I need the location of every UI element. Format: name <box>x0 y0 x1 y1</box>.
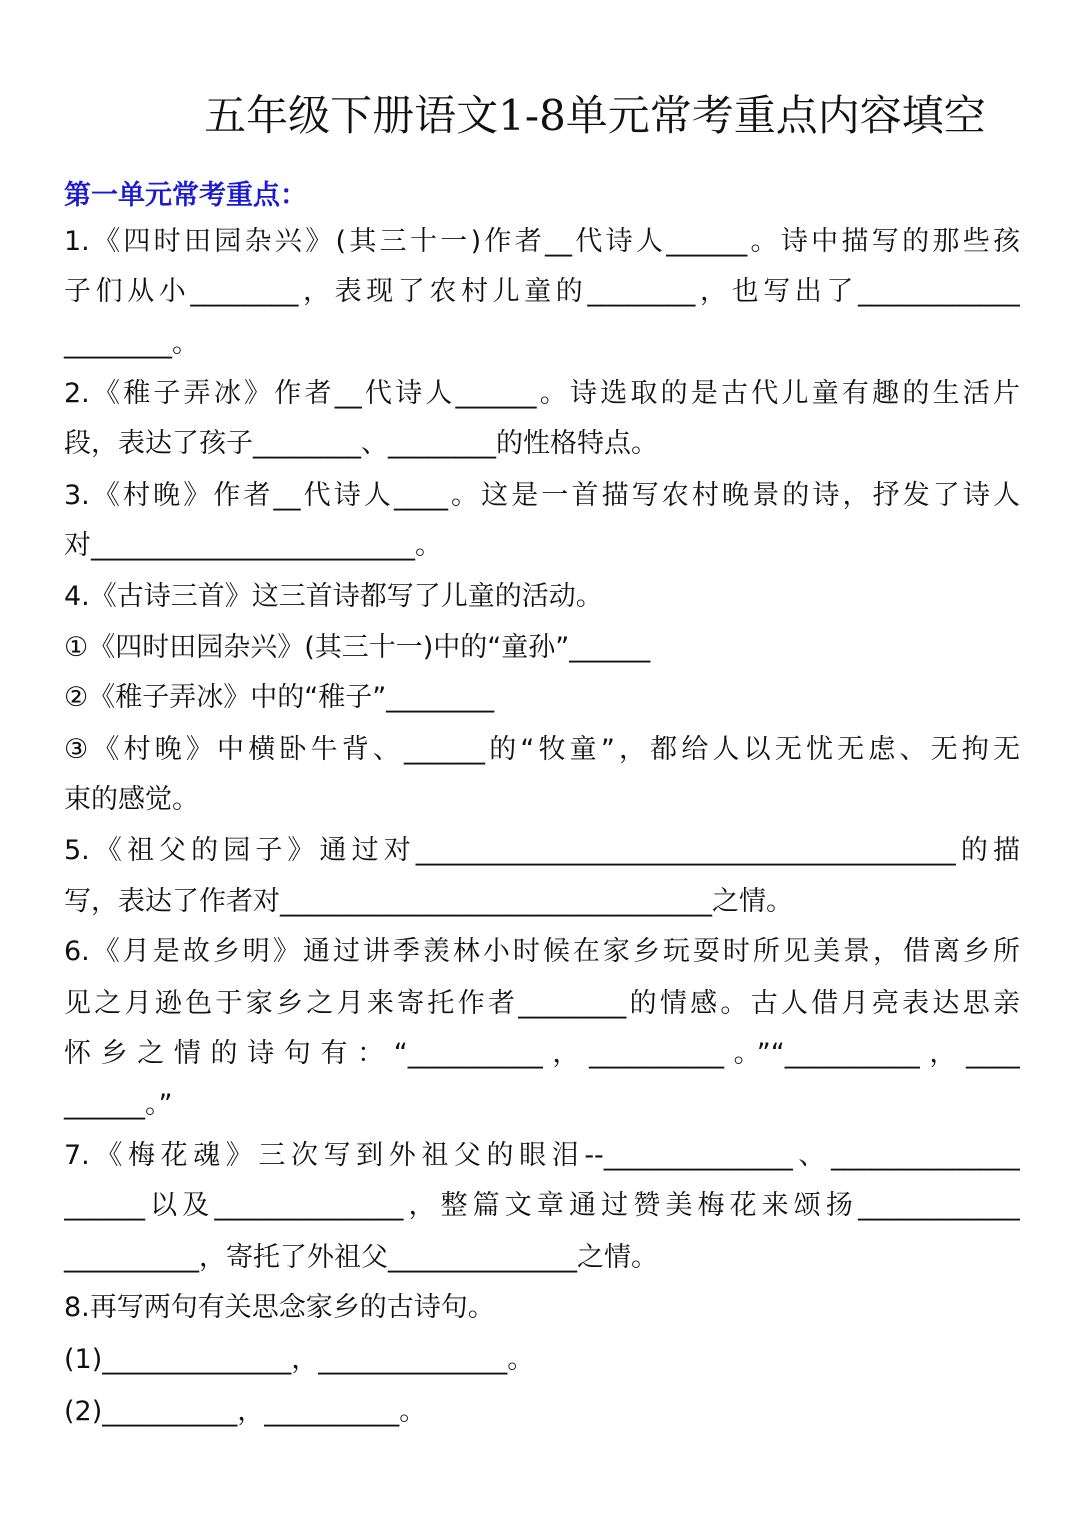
text-line: 4.《古诗三首》这三首诗都写了儿童的活动。 <box>64 581 603 612</box>
page-title: 五年级下册语文1-8单元常考重点内容填空 <box>204 91 986 140</box>
text-line: 写，表达了作者对________________________________之情。 <box>64 886 793 917</box>
text-line: 1.《四时田园杂兴》(其三十一)作者__代诗人______。诗中描写的那些孩 <box>64 226 1020 257</box>
text-line: ③《村晚》中横卧牛背、______的“牧童”，都给人以无忧无虑、无拘无 <box>64 734 1020 765</box>
text-line: ______以及______________，整篇文章通过赞美梅花来颂扬____________ <box>64 1190 1020 1221</box>
text-line: 5.《祖父的园子》通过对________________________________________的描 <box>64 835 1020 866</box>
text-line: 段，表达了孩子________、________的性格特点。 <box>64 428 658 459</box>
text-line: 7.《梅花魂》三次写到外祖父的眼泪--______________、______________ <box>64 1140 1020 1171</box>
text-line: 子们从小________，表现了农村儿童的________，也写出了____________ <box>64 276 1020 307</box>
text-line: 8.再写两句有关思念家乡的古诗句。 <box>64 1292 495 1323</box>
text-line: 见之月逊色于家乡之月来寄托作者________的情感。古人借月亮表达思亲 <box>64 988 1020 1019</box>
text-line: 6.《月是故乡明》通过讲季羡林小时候在家乡玩耍时所见美景，借离乡所 <box>64 936 1020 967</box>
text-line: 3.《村晚》作者__代诗人____。这是一首描写农村晚景的诗，抒发了诗人 <box>64 480 1020 511</box>
text-line: ①《四时田园杂兴》(其三十一)中的“童孙”______ <box>64 632 651 663</box>
text-line: ________。 <box>64 328 199 359</box>
text-line: __________，寄托了外祖父______________之情。 <box>64 1242 658 1273</box>
text-line: ②《稚子弄冰》中的“稚子”________ <box>64 682 495 713</box>
text-line: (1)______________，______________。 <box>64 1344 535 1375</box>
text-line: 2.《稚子弄冰》作者__代诗人______。诗选取的是古代儿童有趣的生活片 <box>64 378 1020 409</box>
text-line: ______。” <box>64 1089 173 1120</box>
section-heading: 第一单元常考重点： <box>64 180 307 211</box>
text-line: 束的感觉。 <box>64 784 199 815</box>
text-line: (2)__________，__________。 <box>64 1396 427 1427</box>
text-line: 对________________________。 <box>64 530 442 561</box>
text-line: 怀乡之情的诗句有：“__________，__________。”“__________，____ <box>64 1038 1020 1069</box>
